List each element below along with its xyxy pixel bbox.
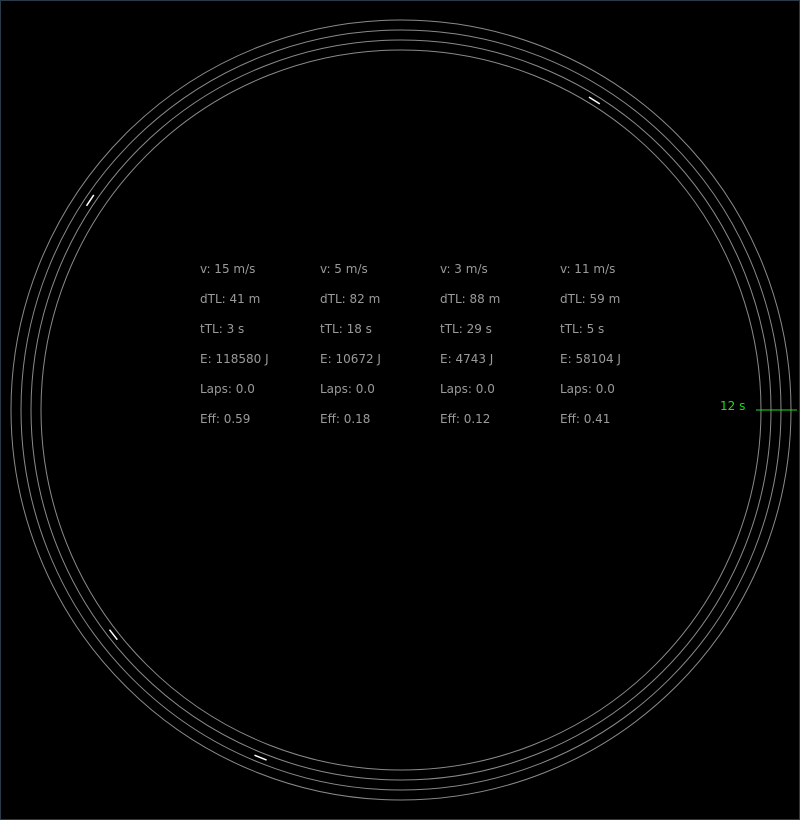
car-4-efficiency: Eff: 0.41 xyxy=(560,412,611,426)
track-lane-1 xyxy=(11,20,791,800)
car-1-time: tTL: 3 s xyxy=(200,322,245,336)
car-2-velocity: v: 5 m/s xyxy=(320,262,368,276)
track-lane-4 xyxy=(41,50,761,770)
car-1-distance: dTL: 41 m xyxy=(200,292,261,306)
car-1-velocity: v: 15 m/s xyxy=(200,262,256,276)
car-2-energy: E: 10672 J xyxy=(320,352,381,366)
cars-layer xyxy=(87,97,600,760)
car-2-marker xyxy=(589,97,600,104)
car-1-efficiency: Eff: 0.59 xyxy=(200,412,251,426)
car-1-laps: Laps: 0.0 xyxy=(200,382,255,396)
car-4-velocity: v: 11 m/s xyxy=(560,262,616,276)
car-3-velocity: v: 3 m/s xyxy=(440,262,488,276)
car-2-time: tTL: 18 s xyxy=(320,322,372,336)
car-4-marker xyxy=(110,630,118,640)
car-2-efficiency: Eff: 0.18 xyxy=(320,412,371,426)
car-4-time: tTL: 5 s xyxy=(560,322,605,336)
car-3-laps: Laps: 0.0 xyxy=(440,382,495,396)
track-lane-2 xyxy=(21,30,781,790)
car-4-laps: Laps: 0.0 xyxy=(560,382,615,396)
car-3-efficiency: Eff: 0.12 xyxy=(440,412,491,426)
traffic-light-timer: 12 s xyxy=(720,399,746,413)
car-3-distance: dTL: 88 m xyxy=(440,292,501,306)
car-3-marker xyxy=(255,755,267,760)
car-4-distance: dTL: 59 m xyxy=(560,292,621,306)
track-lane-3 xyxy=(31,40,771,780)
car-2-distance: dTL: 82 m xyxy=(320,292,381,306)
car-1-energy: E: 118580 J xyxy=(200,352,269,366)
car-1-marker xyxy=(87,195,94,206)
car-3-energy: E: 4743 J xyxy=(440,352,494,366)
car-4-energy: E: 58104 J xyxy=(560,352,621,366)
car-3-time: tTL: 29 s xyxy=(440,322,492,336)
car-2-laps: Laps: 0.0 xyxy=(320,382,375,396)
